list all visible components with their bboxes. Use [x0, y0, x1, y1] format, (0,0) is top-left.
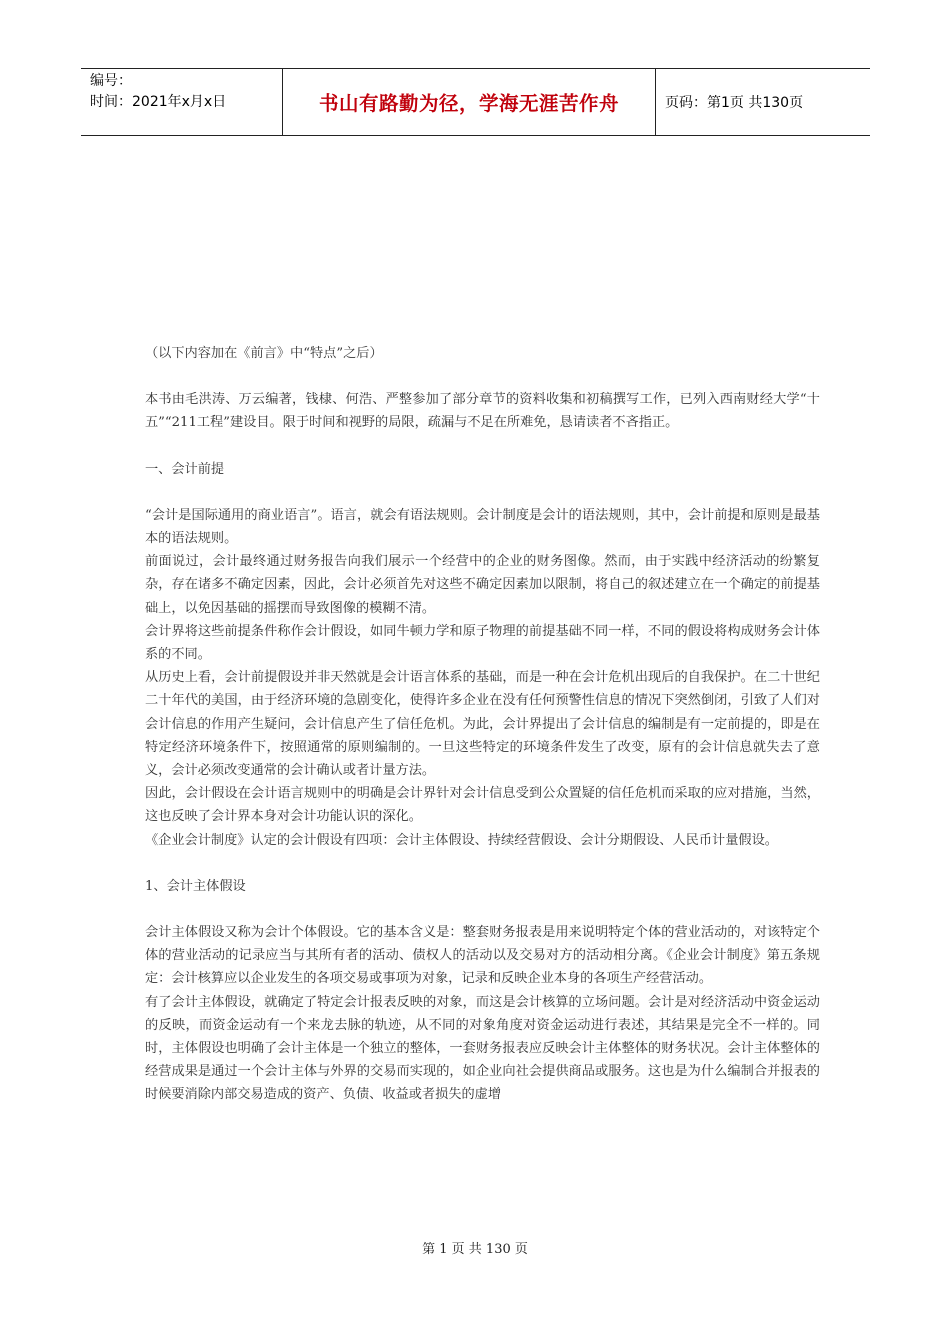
- document-date: 时间：2021年x月x日: [90, 94, 227, 110]
- section-heading-entity-assumption: 1、会计主体假设: [145, 878, 246, 894]
- header-motto: 书山有路勤为径，学海无涯苦作舟: [283, 69, 656, 135]
- paragraph: 会计主体假设又称为会计个体假设。它的基本含义是：整套财务报表是用来说明特定个体的营业活动的，对该特定个体的营业活动的记录应当与其所有者的活动、债权人的活动以及交易对方的活动相分离。《企业会计制度》第五条规定：会计核算应以企业发生的各项交易或事项为对象，记录和反映企业本身的各项生产经营活动。: [145, 925, 820, 987]
- paragraph: 《企业会计制度》认定的会计假设有四项：会计主体假设、持续经营假设、会计分期假设、人民币计量假设。: [145, 832, 778, 848]
- paragraph: 会计界将这些前提条件称作会计假设，如同牛顿力学和原子物理的前提基础不同一样，不同的假设将构成财务会计体系的不同。: [145, 623, 820, 663]
- paragraph: 有了会计主体假设，就确定了特定会计报表反映的对象，而这是会计核算的立场问题。会计是对经济活动中资金运动的反映，而资金运动有一个来龙去脉的轨迹，从不同的对象角度对资金运动进行表述，其结果是完全不一样的。同时，主体假设也明确了会计主体是一个独立的整体，一套财务报表应反映会计主体整体的财务状况。会计主体整体的经营成果是通过一个会计主体与外界的交易而实现的，如企业向社会提供商品或服务。这也是为什么编制合并报表的时候要消除内部交易造成的资产、负债、收益或者损失的虚增: [145, 994, 820, 1103]
- section-heading-accounting-premises: 一、会计前提: [145, 461, 225, 477]
- header-meta: [81, 69, 283, 135]
- paragraph: 从历史上看，会计前提假设并非天然就是会计语言体系的基础，而是一种在会计危机出现后的自我保护。在二十世纪二十年代的美国，由于经济环境的急剧变化，使得许多企业在没有任何预警性信息的情况下突然倒闭，引致了人们对会计信息的作用产生疑问，会计信息产生了信任危机。为此，会计界提出了会计信息的编制是有一定前提的，即是在特定经济环境条件下，按照通常的原则编制的。一旦这些特定的环境条件发生了改变，原有的会计信息就失去了意义，会计必须改变通常的会计确认或者计量方法。: [145, 670, 820, 779]
- document-number-label: 编号：: [90, 73, 132, 89]
- page-header: [81, 68, 870, 136]
- intro-paragraph: 本书由毛洪涛、万云编著，钱棣、何浩、严整参加了部分章节的资料收集和初稿撰写工作，已列入西南财经大学“十五”“211工程”建设目。限于时间和视野的局限，疏漏与不足在所难免，恳请读者不吝指正。: [145, 392, 820, 431]
- document-body: [145, 342, 820, 1107]
- page-footer: 第 1 页 共 130 页: [422, 1242, 528, 1257]
- paragraph: 因此，会计假设在会计语言规则中的明确是会计界针对会计信息受到公众置疑的信任危机而采取的应对措施，当然，这也反映了会计界本身对会计功能认识的深化。: [145, 786, 820, 825]
- paragraph: 前面说过，会计最终通过财务报告向我们展示一个经营中的企业的财务图像。然而，由于实践中经济活动的纷繁复杂，存在诸多不确定因素，因此，会计必须首先对这些不确定因素加以限制，将自己的叙述建立在一个确定的前提基础上，以免因基础的摇摆而导致图像的模糊不清。: [145, 554, 820, 616]
- paragraph: “会计是国际通用的商业语言”。语言，就会有语法规则。会计制度是会计的语法规则，其中，会计前提和原则是最基本的语法规则。: [145, 507, 820, 547]
- header-page-info: 页码：第1页 共130页: [665, 95, 804, 111]
- preface-note: （以下内容加在《前言》中“特点”之后）: [145, 346, 383, 361]
